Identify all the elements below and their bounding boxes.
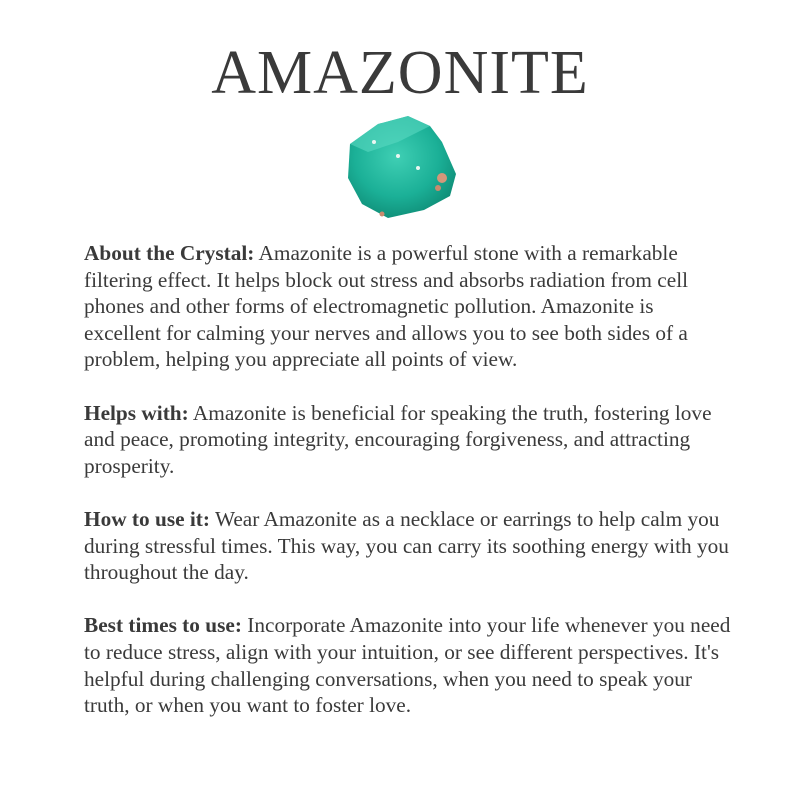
section-label: Best times to use: [84, 613, 242, 638]
section-text: Amazonite is a powerful stone with a remarkable filtering effect. It helps block out stress and absorbs radiation from cell phones and other forms of electromagnetic pollution. Amazonite is excellent for calming your nerves and allows you to see both sides of a problem, helping you appreciate all points of view. [84, 241, 689, 372]
section-label: About the Crystal: [84, 241, 255, 265]
page-title: AMAZONITE [211, 39, 589, 107]
crystal-description [84, 240, 734, 745]
amazonite-crystal-image [338, 112, 462, 220]
best-times-section [84, 612, 734, 718]
section-label: How to use it: [84, 506, 210, 531]
helps-with-section [84, 400, 734, 480]
section-label: Helps with: [84, 400, 189, 425]
how-to-use-section [84, 506, 734, 586]
section-text: Incorporate Amazonite into your life whenever you need to reduce stress, align with your intuition, or see different perspectives. It's helpful during challenging conversations, when you need to speak your truth, or when you want to foster love. [84, 613, 731, 718]
section-text: Wear Amazonite as a necklace or earrings to help calm you during stressful times. This way, you can carry its soothing energy with you throughout the day. [84, 506, 729, 585]
section-text: Amazonite is beneficial for speaking the truth, fostering love and peace, promoting integrity, encouraging forgiveness, and attracting prosperity. [84, 400, 712, 478]
about-section [84, 240, 734, 373]
